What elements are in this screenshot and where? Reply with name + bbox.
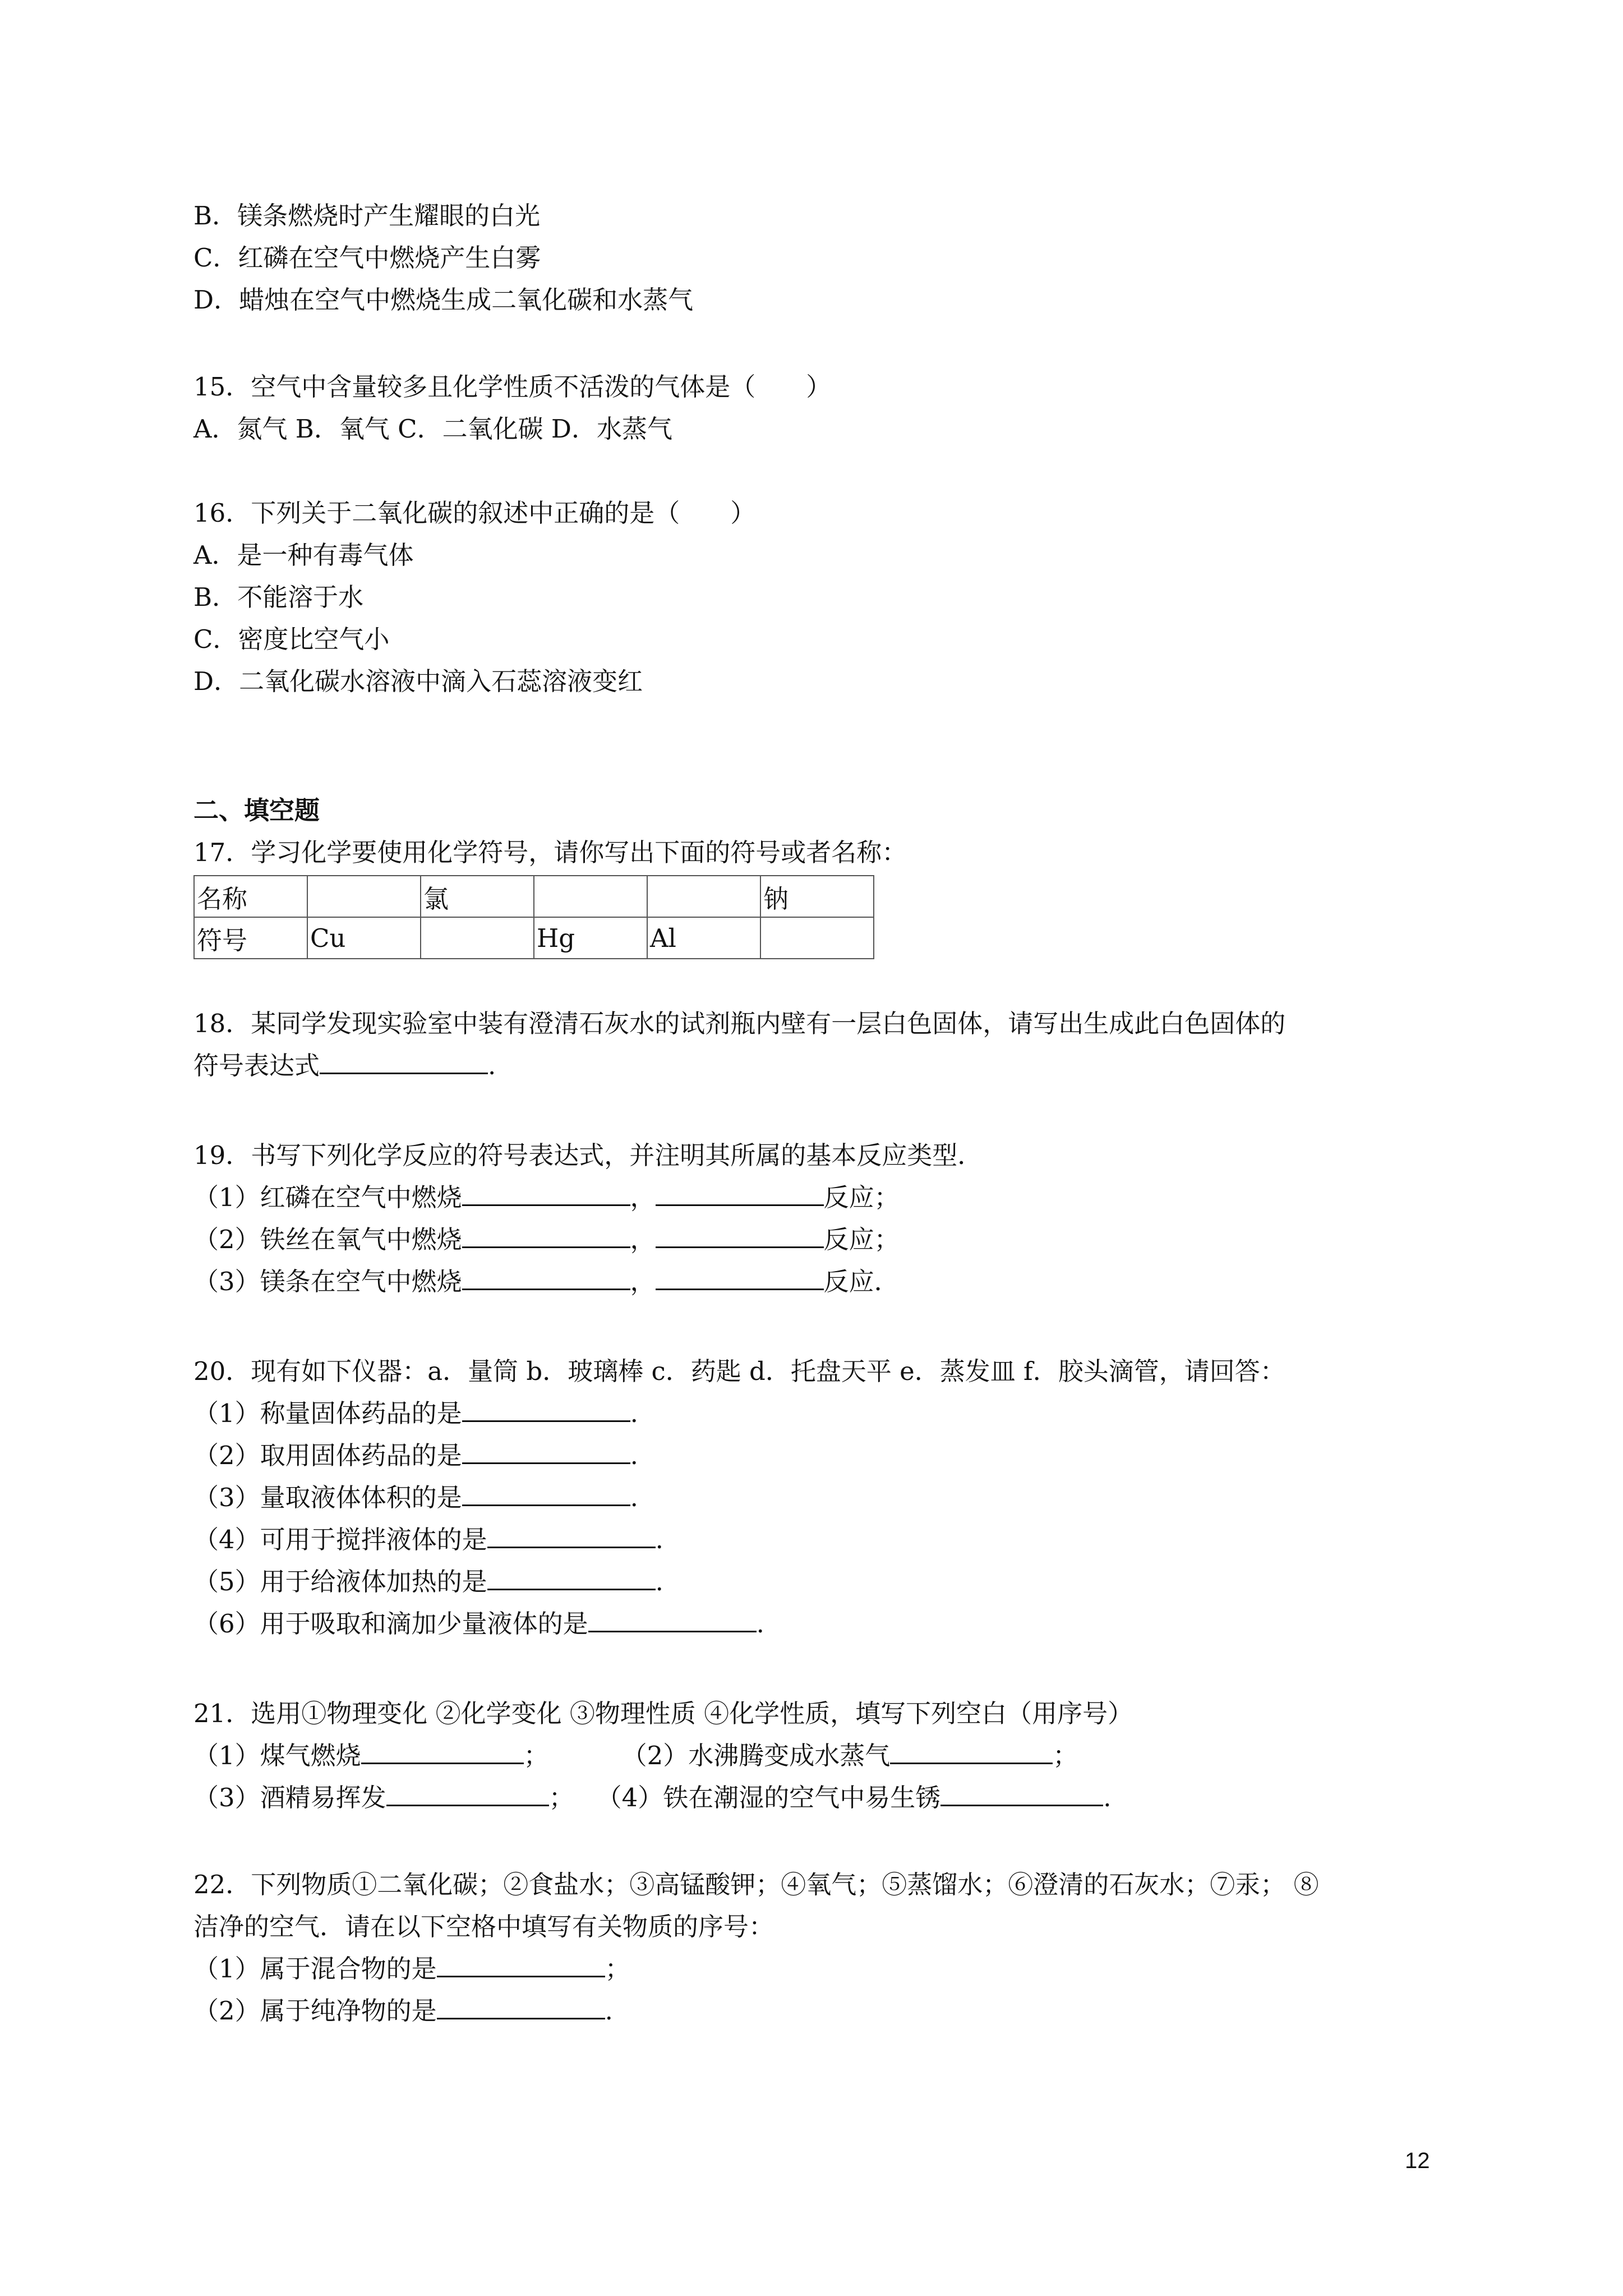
q20-item-2 (193, 1439, 638, 1473)
page-number: 12 (1405, 2148, 1430, 2173)
q22-line2: 洁净的空气．请在以下空格中填写有关物质的序号： (193, 1912, 774, 1941)
answer-blank[interactable] (890, 1740, 1053, 1764)
table-cell: Cu (307, 917, 421, 959)
answer-blank[interactable] (462, 1398, 630, 1422)
q21-item-label: （4）铁在潮湿的空气中易生锈 (596, 1783, 941, 1812)
q14-option-b: B．镁条燃烧时产生耀眼的白光 (193, 201, 541, 231)
q19-item-suffix: 反应； (823, 1225, 900, 1254)
q16-option-b: B．不能溶于水 (193, 582, 364, 612)
table-row-symbol (194, 917, 874, 959)
q22-line1: 22．下列物质①二氧化碳；②食盐水；③高锰酸钾；④氧气；⑤蒸馏水；⑥澄清的石灰水；⑦汞； ⑧ (193, 1870, 1319, 1899)
q14-option-d: D．蜡烛在空气中燃烧生成二氧化碳和水蒸气 (193, 285, 694, 315)
table-cell (421, 917, 534, 959)
q18-suffix: . (488, 1051, 496, 1080)
table-cell: 氯 (421, 876, 534, 917)
q18-line1: 18．某同学发现实验室中装有澄清石灰水的试剂瓶内壁有一层白色固体，请写出生成此白色固体的 (193, 1009, 1286, 1038)
q19-item-2 (193, 1223, 900, 1257)
q20-item-label: （4）可用于搅拌液体的是 (193, 1525, 487, 1554)
section-title: 二、填空题 (193, 795, 320, 825)
q20-item-label: （1）称量固体药品的是 (193, 1398, 462, 1428)
answer-blank[interactable] (437, 1995, 605, 2019)
q19-item-label: （1）红磷在空气中燃烧 (193, 1182, 462, 1212)
q22-item-label: （2）属于纯净物的是 (193, 1996, 437, 2026)
q20-item-suffix: . (756, 1609, 764, 1639)
q16-stem: 16．下列关于二氧化碳的叙述中正确的是（ ） (193, 498, 756, 528)
q18-prefix: 符号表达式 (193, 1051, 320, 1080)
answer-blank[interactable] (487, 1524, 656, 1548)
table-cell (647, 876, 760, 917)
q22-item-label: （1）属于混合物的是 (193, 1954, 437, 1984)
answer-blank[interactable] (462, 1182, 630, 1206)
q22-item-1 (193, 1952, 630, 1986)
q20-item-label: （2）取用固体药品的是 (193, 1441, 462, 1470)
q21-stem: 21．选用①物理变化 ②化学变化 ③物理性质 ④化学性质，填写下列空白（用序号） (193, 1699, 1133, 1728)
separator: ， (630, 1267, 656, 1296)
q19-item-1 (193, 1181, 900, 1214)
answer-blank[interactable] (361, 1740, 524, 1764)
q20-item-suffix: . (655, 1525, 663, 1554)
separator: ， (630, 1182, 656, 1212)
answer-blank[interactable] (656, 1266, 824, 1290)
q15-stem: 15．空气中含量较多且化学性质不活泼的气体是（ ） (193, 372, 832, 402)
answer-blank[interactable] (588, 1608, 757, 1632)
q21-item-label: （1）煤气燃烧 (193, 1741, 361, 1770)
answer-blank[interactable] (656, 1224, 824, 1248)
q21-row-1 (193, 1739, 1078, 1773)
q19-stem: 19．书写下列化学反应的符号表达式，并注明其所属的基本反应类型． (193, 1140, 983, 1170)
answer-blank[interactable] (462, 1266, 630, 1290)
answer-blank[interactable] (437, 1953, 605, 1977)
q20-item-6 (193, 1607, 764, 1641)
q22-item-suffix: . (605, 1996, 613, 2026)
answer-blank[interactable] (320, 1050, 488, 1074)
answer-blank[interactable] (462, 1482, 630, 1506)
q20-item-5 (193, 1565, 663, 1599)
answer-blank[interactable] (487, 1566, 656, 1590)
answer-blank[interactable] (386, 1782, 549, 1806)
q16-option-a: A．是一种有毒气体 (193, 540, 414, 570)
q21-item-label: （3）酒精易挥发 (193, 1783, 386, 1812)
q15-options: A．氮气 B．氧气 C．二氧化碳 D．水蒸气 (193, 414, 672, 444)
table-row-name (194, 876, 874, 917)
q18-line2 (193, 1049, 496, 1083)
symbol-table (193, 875, 874, 959)
q19-item-label: （3）镁条在空气中燃烧 (193, 1267, 462, 1296)
answer-blank[interactable] (462, 1224, 630, 1248)
q16-option-c: C．密度比空气小 (193, 624, 390, 654)
answer-blank[interactable] (656, 1182, 824, 1206)
answer-blank[interactable] (940, 1782, 1103, 1806)
separator: ， (630, 1225, 656, 1254)
table-cell: Hg (534, 917, 647, 959)
q20-item-suffix: . (630, 1441, 638, 1470)
q21-item-suffix: ； (1053, 1741, 1078, 1770)
table-cell (534, 876, 647, 917)
q21-row-2 (193, 1781, 1112, 1815)
q21-item-suffix: ； (523, 1741, 549, 1770)
q20-item-4 (193, 1523, 663, 1557)
table-cell (307, 876, 421, 917)
q19-item-suffix: 反应． (823, 1267, 900, 1296)
q21-item-suffix: . (1103, 1783, 1112, 1812)
answer-blank[interactable] (462, 1440, 630, 1464)
q16-option-d: D．二氧化碳水溶液中滴入石蕊溶液变红 (193, 666, 643, 696)
q22-item-suffix: ； (605, 1954, 630, 1984)
q20-item-suffix: . (630, 1398, 638, 1428)
table-cell: 钠 (760, 876, 874, 917)
q21-item-suffix: ； (548, 1783, 574, 1812)
q20-item-label: （5）用于给液体加热的是 (193, 1567, 487, 1596)
q20-item-label: （6）用于吸取和滴加少量液体的是 (193, 1609, 588, 1639)
q20-item-1 (193, 1397, 638, 1430)
q19-item-suffix: 反应； (823, 1182, 900, 1212)
q14-option-c: C．红磷在空气中燃烧产生白雾 (193, 243, 541, 273)
q20-item-label: （3）量取液体体积的是 (193, 1483, 462, 1512)
q22-item-2 (193, 1994, 613, 2028)
q20-item-suffix: . (655, 1567, 663, 1596)
table-cell: Al (647, 917, 760, 959)
q17-stem: 17．学习化学要使用化学符号，请你写出下面的符号或者名称： (193, 838, 907, 867)
q20-stem: 20．现有如下仪器：a．量筒 b．玻璃棒 c．药匙 d．托盘天平 e．蒸发皿 f．胶头滴管，请回答： (193, 1356, 1285, 1386)
table-cell: 名称 (194, 876, 307, 917)
table-cell: 符号 (194, 917, 307, 959)
q19-item-label: （2）铁丝在氧气中燃烧 (193, 1225, 462, 1254)
table-cell (760, 917, 874, 959)
q21-item-label: （2）水沸腾变成水蒸气 (621, 1741, 891, 1770)
q20-item-suffix: . (630, 1483, 638, 1512)
q19-item-3 (193, 1265, 900, 1299)
q20-item-3 (193, 1481, 638, 1515)
